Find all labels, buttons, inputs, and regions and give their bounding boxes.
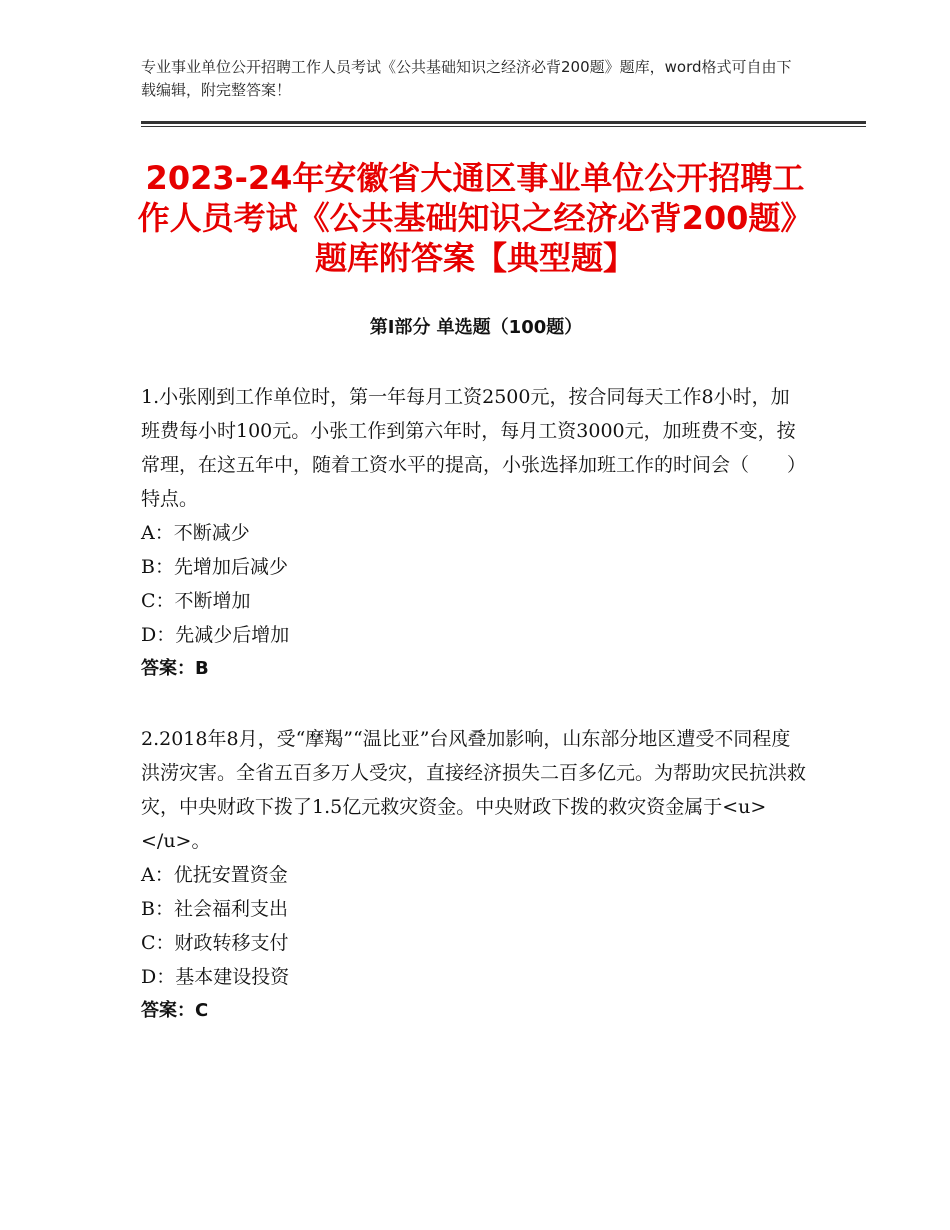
question-stem: 1.小张刚到工作单位时，第一年每月工资2500元，按合同每天工作8小时，加班费每小时100元。小张工作到第六年时，每月工资3000元，加班费不变，按常理，在这五年中，随着工资水平的提高，小张选择加班工作的时间会（ ）特点。 (141, 386, 807, 510)
option-a: A：优抚安置资金 (141, 864, 288, 886)
question-stem: 2.2018年8月，受“摩羯”“温比亚”台风叠加影响，山东部分地区遭受不同程度洪涝灾害。全省五百多万人受灾，直接经济损失二百多亿元。为帮助灾民抗洪救灾，中央财政下拨了1.5亿元救灾资金。中央财政下拨的救灾资金属于<u> </u>。 (141, 728, 824, 852)
option-d: D：基本建设投资 (141, 966, 290, 988)
answer-label: 答案：C (141, 1000, 209, 1021)
question-2 (141, 722, 824, 1028)
document-title: 2023-24年安徽省大通区事业单位公开招聘工作人员考试《公共基础知识之经济必背200题》题库附答案【典型题】 (137, 159, 813, 277)
option-b: B：社会福利支出 (141, 898, 288, 920)
section-title: 第Ⅰ部分 单选题（100题） (369, 317, 583, 338)
header-divider-thin (141, 126, 866, 127)
option-b: B：先增加后减少 (141, 556, 288, 578)
option-d: D：先减少后增加 (141, 624, 290, 646)
header-divider-thick (141, 121, 866, 124)
option-c: C：不断增加 (141, 590, 251, 612)
header-note: 专业事业单位公开招聘工作人员考试《公共基础知识之经济必背200题》题库，word格式可自由下载编辑，附完整答案！ (141, 58, 792, 99)
answer-label: 答案：B (141, 658, 209, 679)
option-c: C：财政转移支付 (141, 932, 289, 954)
option-a: A：不断减少 (141, 522, 250, 544)
question-1 (141, 380, 806, 686)
